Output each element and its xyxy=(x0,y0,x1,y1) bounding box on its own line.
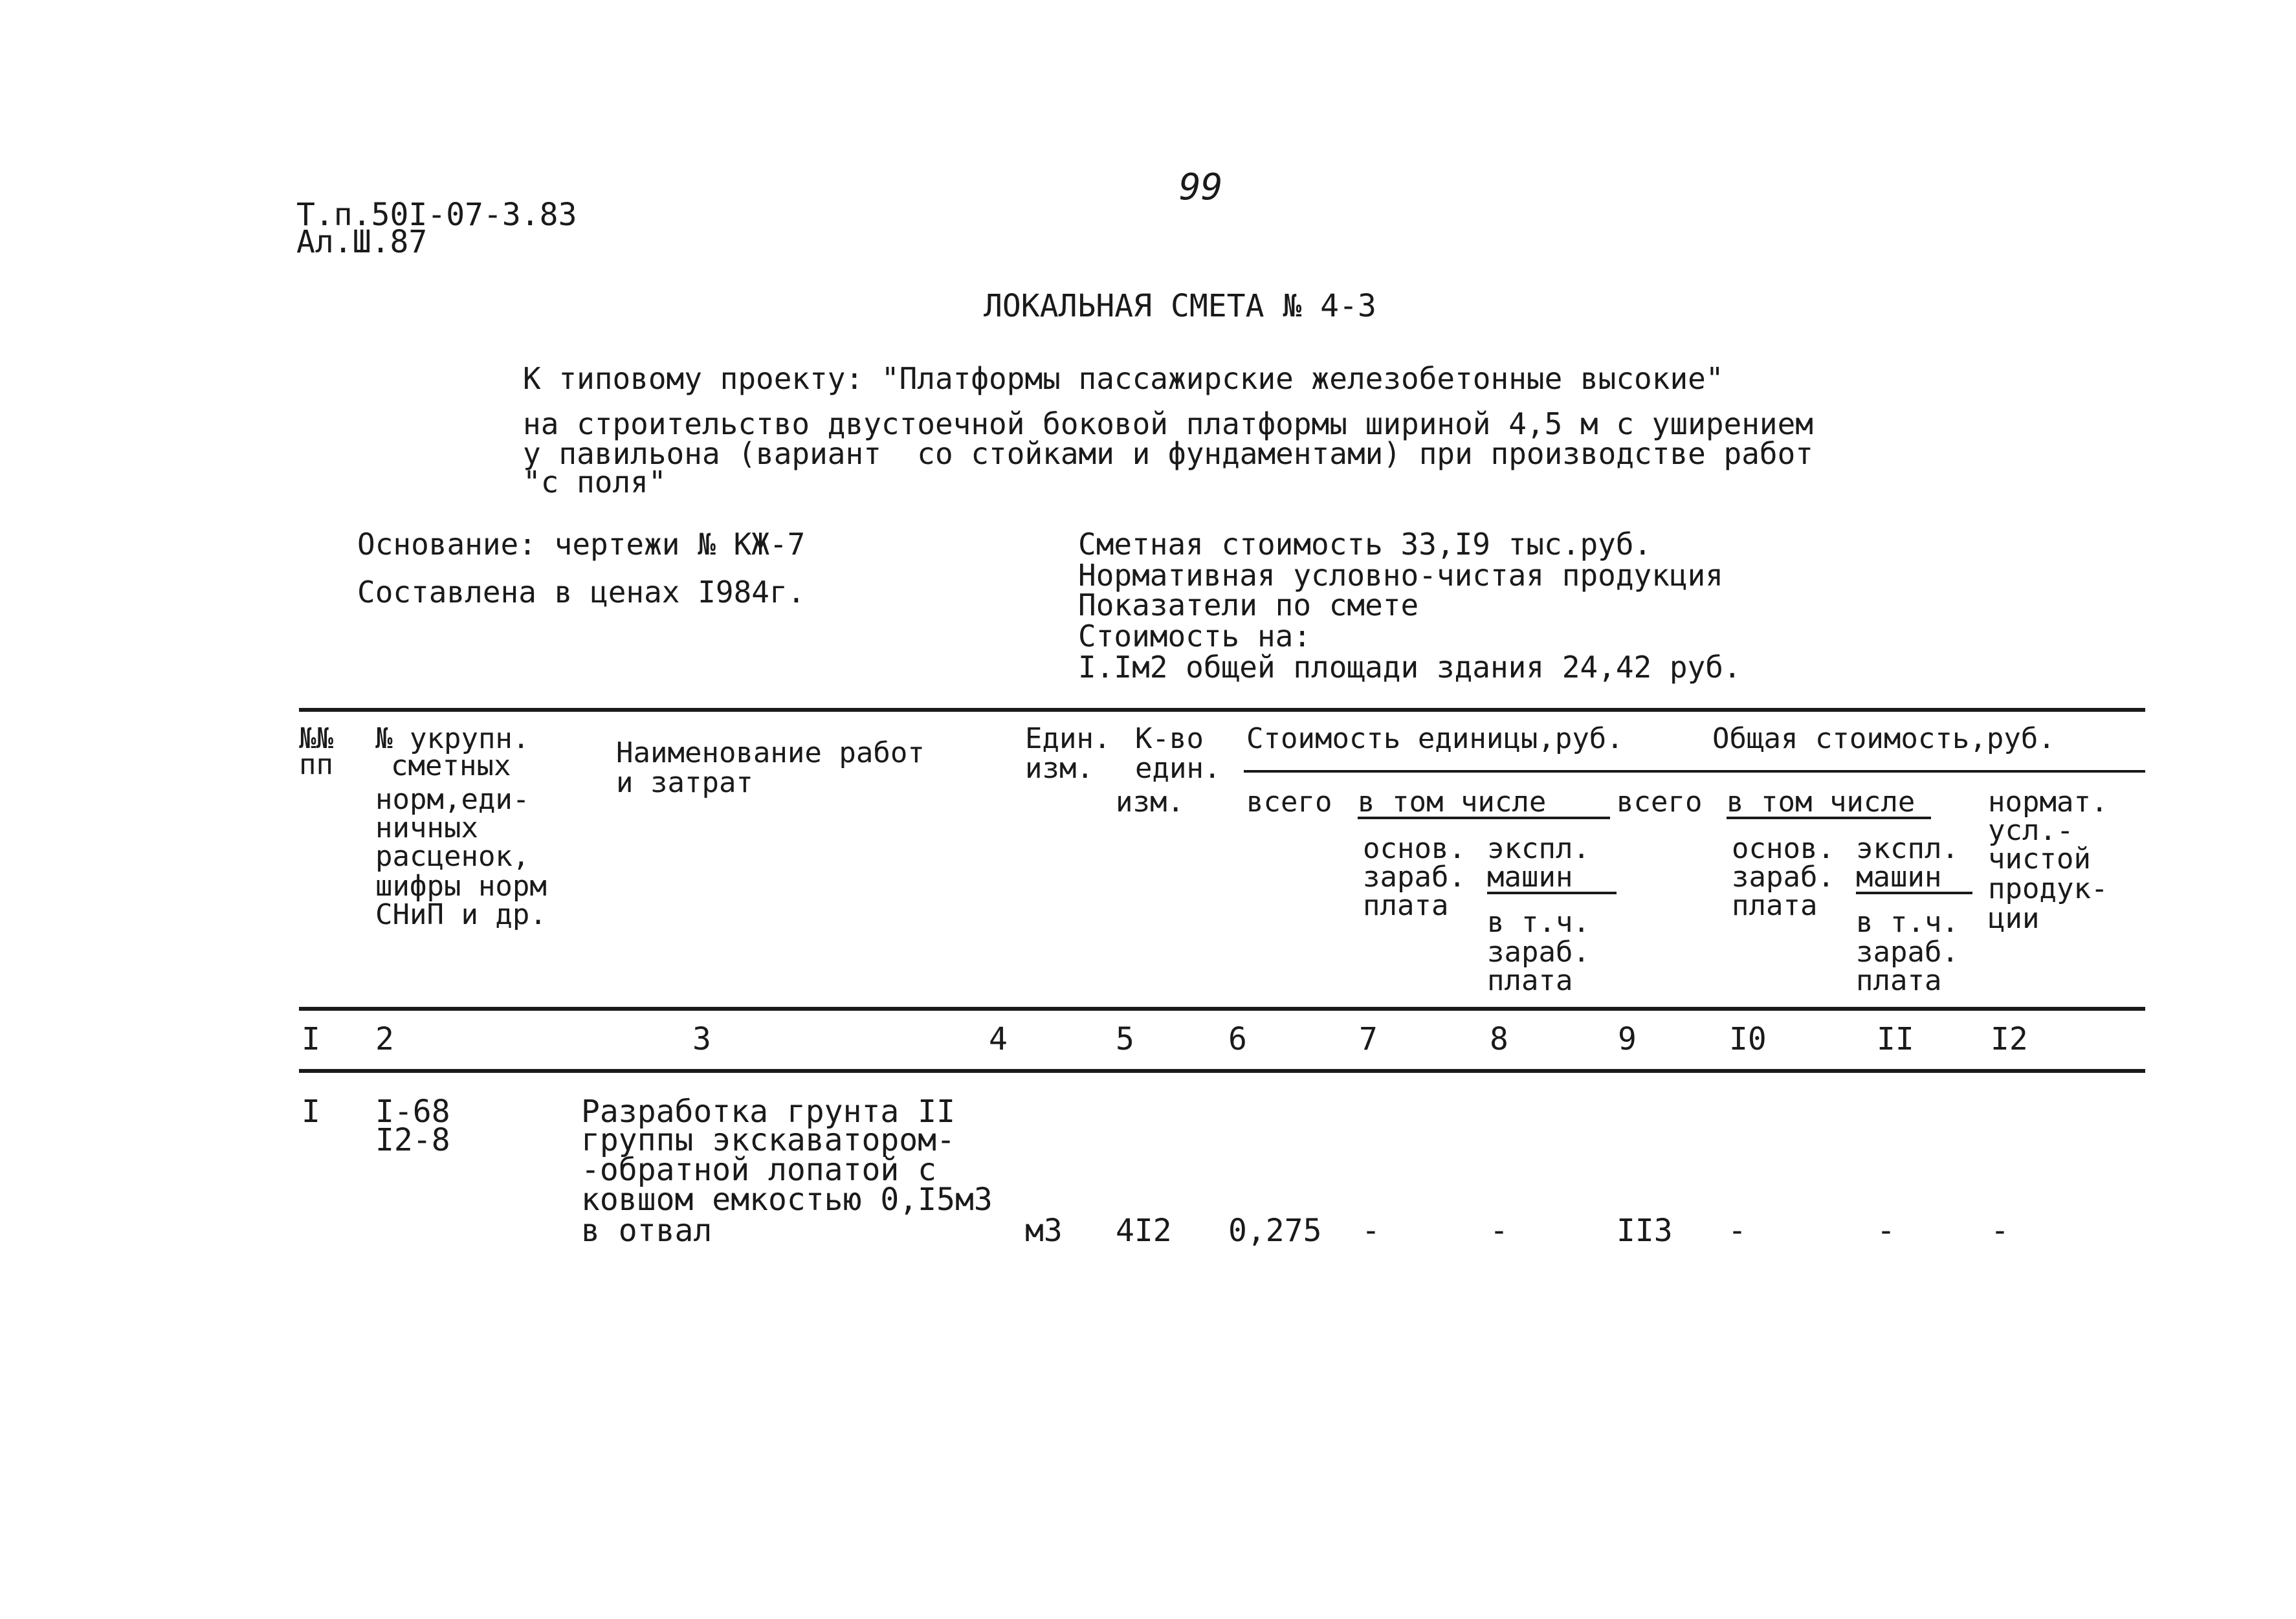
hdr-total-incl-wage-l3: плата xyxy=(1856,964,1942,997)
hdr-normative-l3: чистой xyxy=(1988,843,2091,876)
hdr-unit-incl-wage-l3: плата xyxy=(1487,964,1573,997)
hdr-unit-incl-wage-l1: в т.ч. xyxy=(1487,906,1590,939)
hdr-total-incl-wage-l2: зараб. xyxy=(1856,936,1959,969)
hdr-col2-l5: расценок, xyxy=(375,840,530,873)
hdr-col2-l1: № укрупн. xyxy=(375,722,530,755)
colnum-6: 6 xyxy=(1228,1021,1247,1057)
hdr-col2-l2: сметных xyxy=(391,749,511,782)
row-qty: 4I2 xyxy=(1116,1213,1172,1249)
hdr-unit-wage-l3: плата xyxy=(1363,889,1449,922)
colnum-5: 5 xyxy=(1116,1021,1134,1057)
hdr-total-machine-l1: экспл. xyxy=(1856,832,1959,865)
hdr-total-cost: Общая стоимость,руб. xyxy=(1712,722,2055,755)
row-norm-code-l1: I-68 xyxy=(375,1094,450,1130)
hdr-total-wage-l2: зараб. xyxy=(1732,861,1835,894)
project-line2: на строительство двустоечной боковой платформы шириной 4,5 м с уширением xyxy=(523,406,1813,441)
colnum-4: 4 xyxy=(989,1021,1008,1057)
row-number: I xyxy=(302,1094,320,1130)
colnum-3: 3 xyxy=(692,1021,711,1057)
hdr-unit-cost: Стоимость единицы,руб. xyxy=(1246,722,1624,755)
colnum-12: I2 xyxy=(1991,1021,2028,1057)
colnum-7: 7 xyxy=(1359,1021,1378,1057)
row-name-l4: ковшом емкостью 0,I5м3 xyxy=(581,1182,993,1218)
row-total: II3 xyxy=(1617,1213,1673,1249)
basis-prices: Составлена в ценах I984г. xyxy=(357,575,806,610)
header-bottom-rule xyxy=(299,1007,2145,1011)
hdr-col2-l4: ничных xyxy=(375,811,478,844)
hdr-total-including: в том числе xyxy=(1727,788,1931,819)
summary-cost-on: Стоимость на: xyxy=(1078,619,1312,654)
row-total-normative: - xyxy=(1991,1213,2009,1249)
hdr-normative-l5: ции xyxy=(1988,902,2040,935)
hdr-col3-l2: и затрат xyxy=(616,766,753,799)
row-unit-wage: - xyxy=(1362,1213,1380,1249)
hdr-col5-l3: изм. xyxy=(1116,786,1184,819)
colnum-8: 8 xyxy=(1490,1021,1508,1057)
colnum-bottom-rule xyxy=(299,1069,2145,1073)
row-unit-machine: - xyxy=(1490,1213,1508,1249)
page-title: ЛОКАЛЬНАЯ СМЕТА № 4-3 xyxy=(984,288,1376,324)
row-unit: м3 xyxy=(1025,1213,1063,1249)
project-line3: у павильона (вариант со стойками и фундаментами) при производстве работ xyxy=(523,436,1813,471)
hdr-col3-l1: Наименование работ xyxy=(616,736,925,769)
doc-ref-line1: Т.п.50I-07-3.83 xyxy=(296,197,577,233)
hdr-col2-l3: норм,еди- xyxy=(375,783,530,816)
colnum-11: II xyxy=(1877,1021,1914,1057)
colnum-10: I0 xyxy=(1729,1021,1767,1057)
hdr-col5-l1: К-во xyxy=(1135,722,1204,755)
hdr-total-incl-wage-l1: в т.ч. xyxy=(1856,906,1959,939)
table-top-rule xyxy=(299,708,2145,712)
hdr-col1-l2: пп xyxy=(299,748,333,781)
row-total-wage: - xyxy=(1728,1213,1747,1249)
hdr-normative-l1: нормат. xyxy=(1988,786,2108,819)
summary-cost: Сметная стоимость 33,I9 тыс.руб. xyxy=(1078,527,1652,562)
page-number: 99 xyxy=(1179,166,1223,208)
row-norm-code-l2: I2-8 xyxy=(375,1122,450,1158)
hdr-unit-machine-l1: экспл. xyxy=(1487,832,1590,865)
header-split-rule xyxy=(1244,770,2145,773)
row-total-machine: - xyxy=(1877,1213,1895,1249)
project-line4: "с поля" xyxy=(523,465,667,500)
basis-drawings: Основание: чертежи № КЖ-7 xyxy=(357,527,806,562)
hdr-total-machine-l2: машин xyxy=(1856,863,1972,894)
hdr-unit-total: всего xyxy=(1246,786,1332,819)
doc-ref-line2: Ал.Ш.87 xyxy=(296,224,428,260)
hdr-unit-machine-l2: машин xyxy=(1487,863,1617,894)
hdr-col2-l7: СНиП и др. xyxy=(375,898,547,931)
hdr-col1-l1: №№ xyxy=(299,722,333,755)
hdr-col2-l6: шифры норм xyxy=(375,870,547,903)
summary-normative: Нормативная условно-чистая продукция xyxy=(1078,558,1723,593)
row-unit-total: 0,275 xyxy=(1228,1213,1322,1249)
hdr-total-wage-l1: основ. xyxy=(1732,832,1835,865)
hdr-normative-l2: усл.- xyxy=(1988,814,2074,847)
row-name-l3: -обратной лопатой с xyxy=(581,1152,937,1188)
hdr-col5-l2: един. xyxy=(1135,752,1221,785)
hdr-unit-including: в том числе xyxy=(1358,788,1610,819)
hdr-total-wage-l3: плата xyxy=(1732,889,1818,922)
row-name-l2: группы экскаватором- xyxy=(581,1122,955,1158)
colnum-1: I xyxy=(302,1021,320,1057)
hdr-col4-l1: Един. xyxy=(1025,722,1111,755)
colnum-2: 2 xyxy=(375,1021,394,1057)
summary-per-m2: I.Iм2 общей площади здания 24,42 руб. xyxy=(1078,650,1741,685)
hdr-total-total: всего xyxy=(1617,786,1703,819)
hdr-unit-incl-wage-l2: зараб. xyxy=(1487,936,1590,969)
hdr-col4-l2: изм. xyxy=(1025,752,1094,785)
hdr-unit-wage-l2: зараб. xyxy=(1363,861,1466,894)
row-name-l5: в отвал xyxy=(581,1213,712,1249)
project-line1: К типовому проекту: "Платформы пассажирские железобетонные высокие" xyxy=(523,361,1724,396)
hdr-unit-wage-l1: основ. xyxy=(1363,832,1466,865)
hdr-normative-l4: продук- xyxy=(1988,872,2108,905)
colnum-9: 9 xyxy=(1618,1021,1637,1057)
summary-indicators: Показатели по смете xyxy=(1078,588,1419,622)
row-name-l1: Разработка грунта II xyxy=(581,1094,955,1130)
